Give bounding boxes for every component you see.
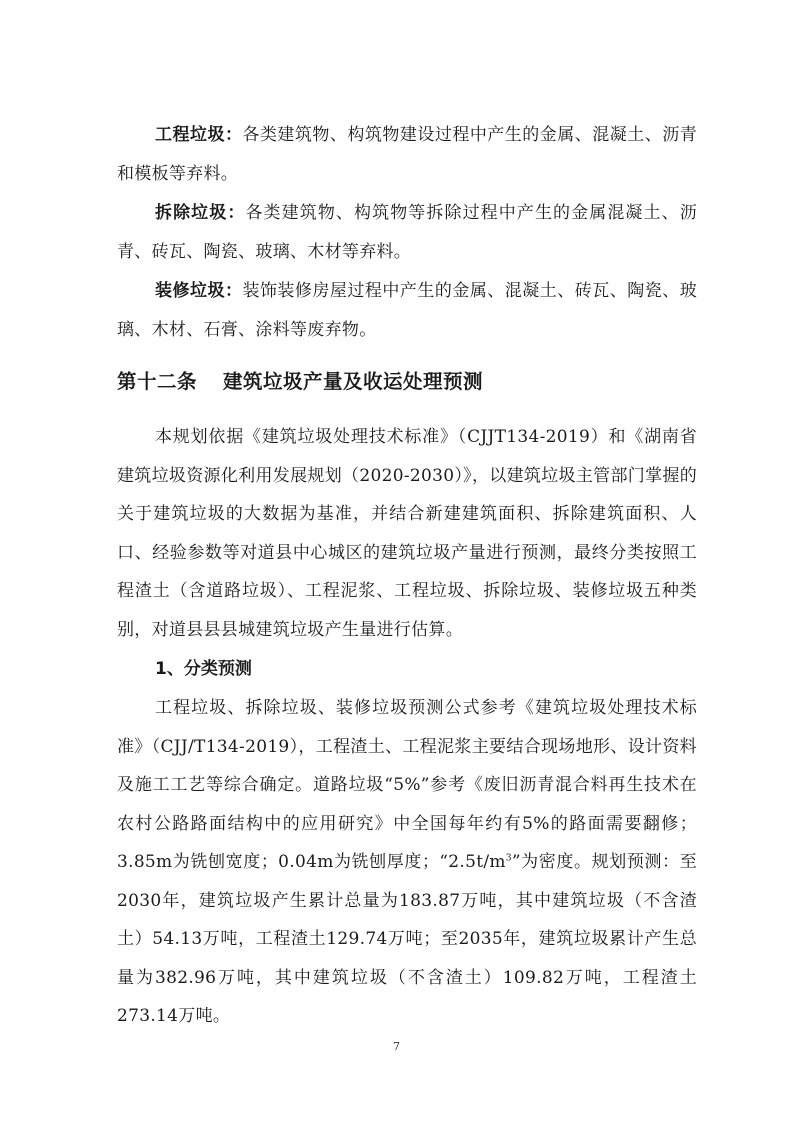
page-number: 7: [393, 1040, 400, 1053]
definition-text: 各类建筑物、构筑物等拆除过程中产生的金属混凝土、沥青、砖瓦、陶瓷、玻璃、木材等弃料。: [117, 203, 698, 262]
definition-renovation-waste: [117, 272, 697, 349]
forecast-text-part2: ”为密度。规划预测：至2030年，建筑垃圾产生累计总量为183.87万吨，其中建筑垃圾（不含渣土）54.13万吨，工程渣土129.74万吨；至2035年，建筑垃圾累计产生总量为382.96万吨，其中建筑垃圾（不含渣土）109.82万吨，工程渣土273.14万吨。: [117, 852, 697, 1026]
definition-text: 装饰装修房屋过程中产生的金属、混凝土、砖瓦、陶瓷、玻璃、木材、石膏、涂料等废弃物。: [117, 281, 697, 340]
definition-demolition-waste: [117, 194, 697, 271]
definition-term: 工程垃圾：: [155, 125, 243, 145]
forecast-text-part1: 工程垃圾、拆除垃圾、装修垃圾预测公式参考《建筑垃圾处理技术标准》（CJJ/T134-2019），工程渣土、工程泥浆主要结合现场地形、设计资料及施工工艺等综合确定。道路垃圾“5%”参考《废旧沥青混合料再生技术在农村公路路面结构中的应用研究》中全国每年约有5%的路面需要翻修；3.85m为铣刨宽度；0.04m为铣刨厚度；“2.5t/m: [117, 698, 697, 872]
definition-term: 装修垃圾：: [155, 281, 243, 301]
definition-text: 各类建筑物、构筑物建设过程中产生的金属、混凝土、沥青和模板等弃料。: [117, 125, 697, 184]
subsection-heading: 1、分类预测: [155, 659, 252, 679]
section-title: 建筑垃圾产量及收运处理预测: [223, 370, 484, 393]
definition-engineering-waste: [117, 116, 697, 193]
density-unit-superscript: 3: [505, 853, 512, 864]
section-number: 第十二条: [117, 370, 198, 393]
definition-term: 拆除垃圾：: [155, 203, 246, 223]
forecast-paragraph: [117, 689, 697, 1036]
section-heading: [117, 364, 483, 400]
intro-paragraph: 本规划依据《建筑垃圾处理技术标准》（CJJT134-2019）和《湖南省建筑垃圾资源化利用发展规划（2020-2030）》，以建筑垃圾主管部门掌握的关于建筑垃圾的大数据为基准，并结合新建建筑面积、拆除建筑面积、人口、经验参数等对道县中心城区的建筑垃圾产量进行预测，最终分类按照工程渣土（含道路垃圾）、工程泥浆、工程垃圾、拆除垃圾、装修垃圾五种类别，对道县县县城建筑垃圾产生量进行估算。: [117, 427, 697, 640]
